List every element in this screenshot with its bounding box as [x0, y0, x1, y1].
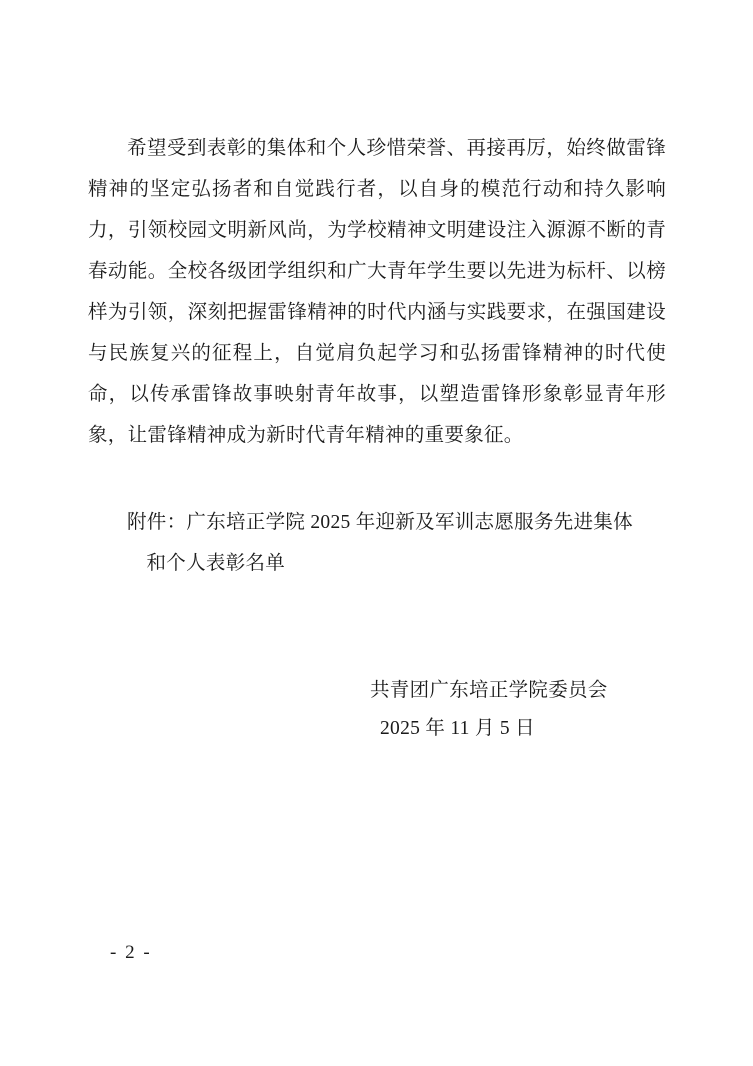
attachment-block [88, 502, 666, 584]
attachment-title-line: 附件：广东培正学院 2025 年迎新及军训志愿服务先进集体 [127, 512, 633, 533]
attachment-title-continuation: 和个人表彰名单 [146, 553, 286, 574]
signature-date: 2025 年 11 月 5 日 [380, 718, 535, 739]
signature-block [88, 672, 666, 748]
page-number: - 2 - [110, 942, 152, 963]
signature-organization: 共青团广东培正学院委员会 [370, 680, 608, 701]
body-paragraph: 希望受到表彰的集体和个人珍惜荣誉、再接再厉，始终做雷锋精神的坚定弘扬者和自觉践行者，以自身的模范行动和持久影响力，引领校园文明新风尚，为学校精神文明建设注入源源不断的青春动能。全校各级团学组织和广大青年学生要以先进为标杆、以榜样为引领，深刻把握雷锋精神的时代内涵与实践要求，在强国建设与民族复兴的征程上，自觉肩负起学习和弘扬雷锋精神的时代使命，以传承雷锋故事映射青年故事，以塑造雷锋形象彰显青年形象，让雷锋精神成为新时代青年精神的重要象征。 [88, 138, 666, 446]
document-content [88, 128, 666, 748]
